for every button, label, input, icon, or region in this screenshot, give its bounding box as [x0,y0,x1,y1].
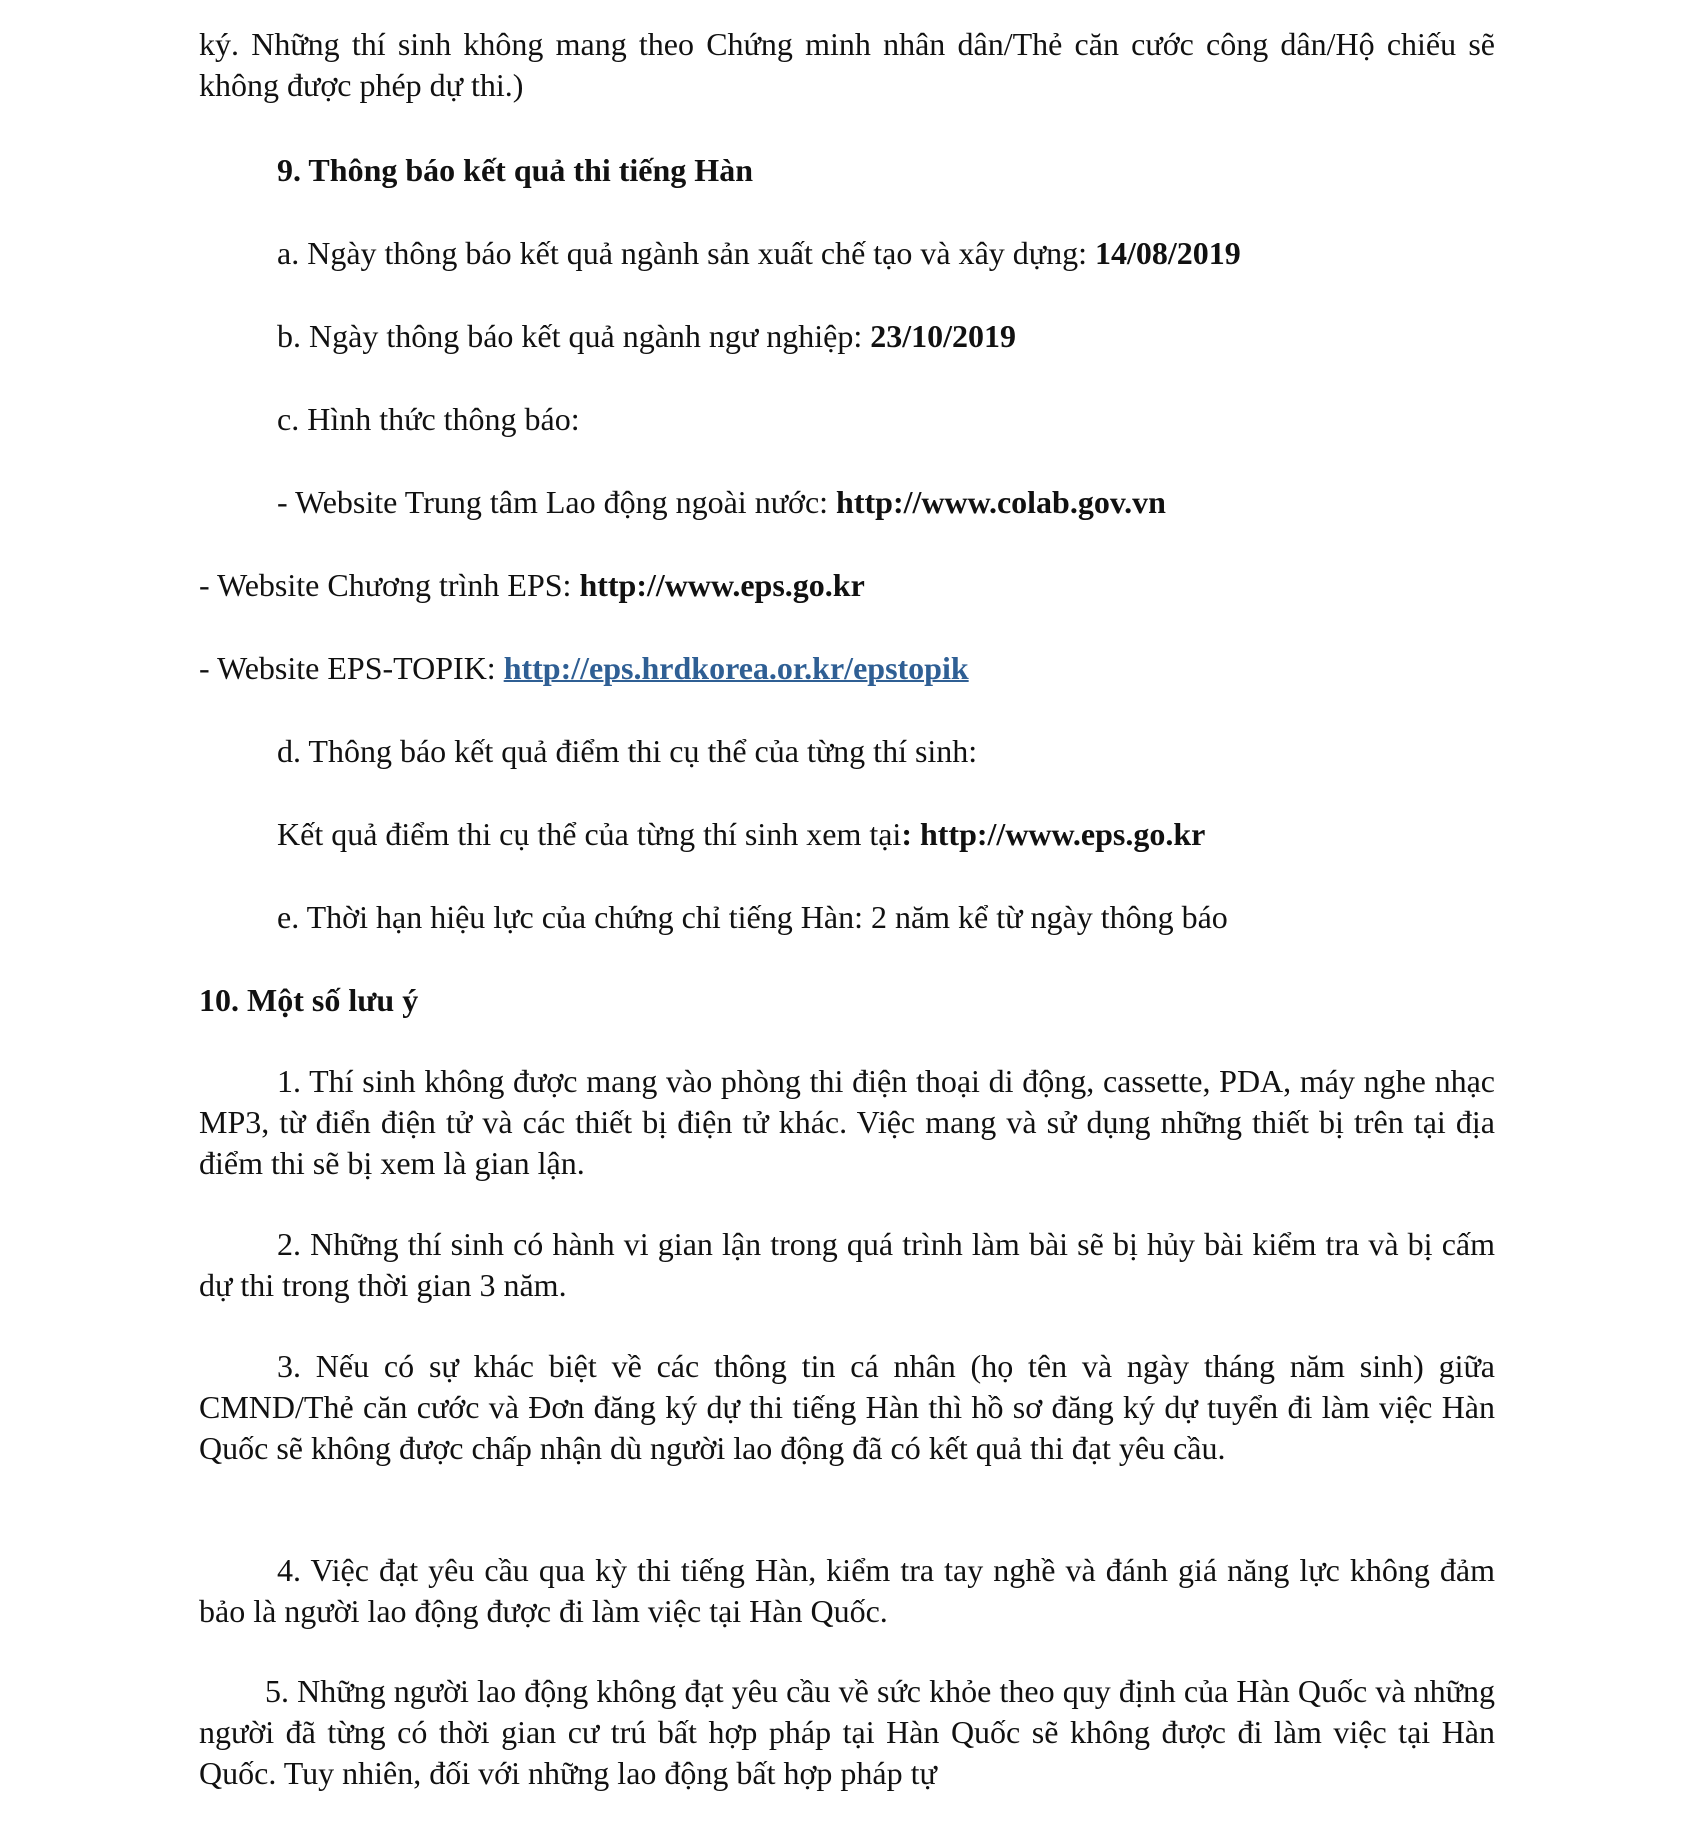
note-1: 1. Thí sinh không được mang vào phòng thi điện thoại di động, cassette, PDA, máy nghe nhạc MP3, từ điển điện tử và các thiết bị điện tử khác. Việc mang và sử dụng những thiết bị trên tại địa điểm thi sẽ bị xem là gian lận. [199,1063,1495,1181]
website-eps-topik-link[interactable]: http://eps.hrdkorea.or.kr/epstopik [503,650,969,686]
individual-score-location-colon: : [901,816,920,852]
website-eps-topik [199,648,969,688]
section-9-heading: 9. Thông báo kết quả thi tiếng Hàn [277,152,753,188]
individual-score-location-url: http://www.eps.go.kr [919,816,1206,852]
result-date-fishery [277,316,1016,356]
note-5: 5. Những người lao động không đạt yêu cầu về sức khỏe theo quy định của Hàn Quốc và những người đã từng có thời gian cư trú bất hợp pháp tại Hàn Quốc sẽ không được đi làm việc tại Hàn Quốc. Tuy nhiên, đối với những lao động bất hợp pháp tự [199,1673,1495,1791]
website-eps-label: - Website Chương trình EPS: [199,567,580,603]
result-date-manufacturing [277,233,1241,273]
website-eps [199,565,865,605]
note-3: 3. Nếu có sự khác biệt về các thông tin cá nhân (họ tên và ngày tháng năm sinh) giữa CMND/Thẻ căn cước và Đơn đăng ký dự thi tiếng Hàn thì hồ sơ đăng ký dự tuyển đi làm việc Hàn Quốc sẽ không được chấp nhận dù người lao động đã có kết quả thi đạt yêu cầu. [199,1348,1495,1466]
certificate-validity: e. Thời hạn hiệu lực của chứng chỉ tiếng Hàn: 2 năm kể từ ngày thông báo [277,899,1228,935]
website-eps-topik-label: - Website EPS-TOPIK: [199,650,504,686]
website-colab-label: - Website Trung tâm Lao động ngoài nước: [277,484,837,520]
intro-paragraph: ký. Những thí sinh không mang theo Chứng minh nhân dân/Thẻ căn cước công dân/Hộ chiếu sẽ không được phép dự thi.) [199,26,1495,103]
section-10-heading: 10. Một số lưu ý [199,982,419,1018]
result-date-fishery-label: b. Ngày thông báo kết quả ngành ngư nghiệp: [277,318,871,354]
individual-score-location-label: Kết quả điểm thi cụ thể của từng thí sinh xem tại [277,816,902,852]
result-date-fishery-value: 23/10/2019 [870,318,1017,354]
individual-score-notice-label: d. Thông báo kết quả điểm thi cụ thể của từng thí sinh: [277,733,978,769]
result-date-manufacturing-value: 14/08/2019 [1095,235,1241,271]
website-colab [277,482,1166,522]
note-4: 4. Việc đạt yêu cầu qua kỳ thi tiếng Hàn, kiểm tra tay nghề và đánh giá năng lực không đảm bảo là người lao động được đi làm việc tại Hàn Quốc. [199,1552,1495,1629]
website-colab-url: http://www.colab.gov.vn [836,484,1166,520]
note-2: 2. Những thí sinh có hành vi gian lận trong quá trình làm bài sẽ bị hủy bài kiểm tra và bị cấm dự thi trong thời gian 3 năm. [199,1226,1495,1303]
notification-method-label: c. Hình thức thông báo: [277,401,580,437]
website-eps-url: http://www.eps.go.kr [579,567,865,603]
result-date-manufacturing-label: a. Ngày thông báo kết quả ngành sản xuất chế tạo và xây dựng: [277,235,1095,271]
individual-score-location [277,814,1205,854]
